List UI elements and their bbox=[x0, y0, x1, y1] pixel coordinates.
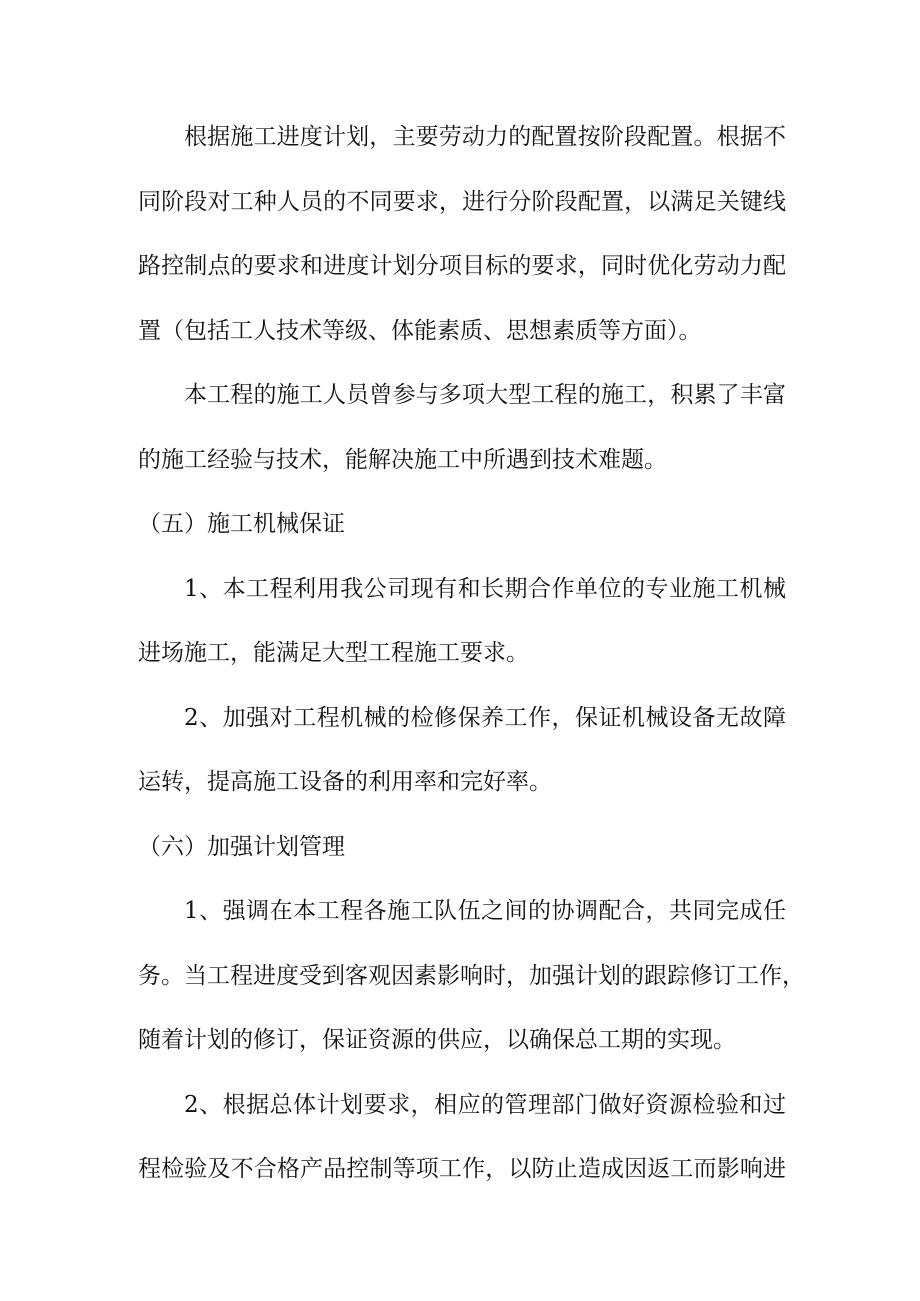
paragraph-line: 路控制点的要求和进度计划分项目标的要求，同时优化劳动力配 bbox=[138, 253, 786, 279]
paragraph-line: 2、根据总体计划要求，相应的管理部门做好资源检验和过 bbox=[184, 1091, 786, 1118]
paragraph-line: 1、强调在本工程各施工队伍之间的协调配合，共同完成任 bbox=[184, 898, 786, 924]
paragraph-line: 置（包括工人技术等级、体能素质、思想素质等方面）。 bbox=[138, 317, 702, 344]
paragraph-line: 根据施工进度计划，主要劳动力的配置按阶段配置。根据不 bbox=[184, 124, 786, 150]
document-body bbox=[138, 112, 805, 1209]
paragraph-line: 进场施工，能满足大型工程施工要求。 bbox=[138, 640, 529, 666]
paragraph-line: 2、加强对工程机械的检修保养工作，保证机械设备无故障 bbox=[184, 704, 786, 731]
paragraph-line: 随着计划的修订，保证资源的供应，以确保总工期的实现。 bbox=[138, 1027, 736, 1053]
section-heading: （六）加强计划管理 bbox=[138, 833, 345, 860]
paragraph-line: 务。当工程进度受到客观因素影响时，加强计划的跟踪修订工作， bbox=[138, 962, 805, 989]
paragraph-line: 同阶段对工种人员的不同要求，进行分阶段配置，以满足关键线 bbox=[138, 188, 786, 215]
section-heading: （五）施工机械保证 bbox=[138, 511, 345, 537]
paragraph-line: 程检验及不合格产品控制等项工作，以防止造成因返工而影响进 bbox=[138, 1156, 786, 1182]
paragraph-line: 的施工经验与技术，能解决施工中所遇到技术难题。 bbox=[138, 446, 667, 473]
paragraph-line: 运转，提高施工设备的利用率和完好率。 bbox=[138, 769, 552, 795]
paragraph-line: 本工程的施工人员曾参与多项大型工程的施工，积累了丰富 bbox=[184, 382, 786, 408]
paragraph-line: 1、本工程利用我公司现有和长期合作单位的专业施工机械 bbox=[184, 575, 786, 602]
